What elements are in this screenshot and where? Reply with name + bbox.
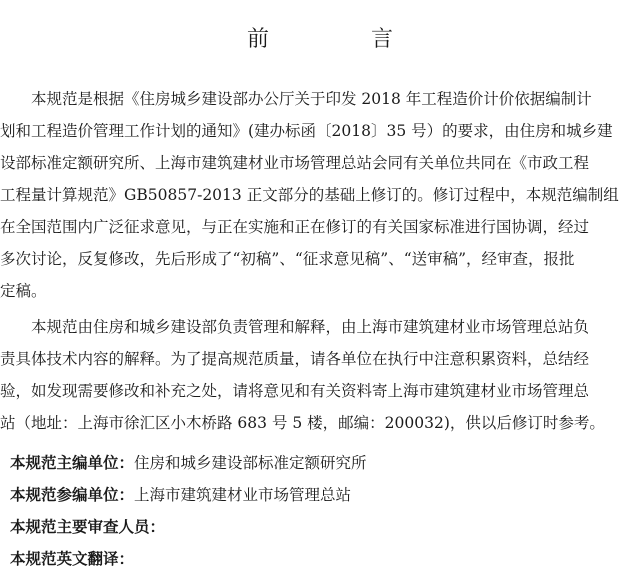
paragraph1-line-6: 多次讨论，反复修改，先后形成了“初稿”、“征求意见稿”、“送审稿”，经审查，报批 xyxy=(0,250,575,268)
paragraph1-line-1: 本规范是根据《住房城乡建设部办公厅关于印发 2018 年工程造价计价依据编制计 xyxy=(0,90,592,108)
paragraph2-line-3: 验，如发现需要修改和补充之处，请将意见和有关资料寄上海市建筑建材业市场管理总 xyxy=(0,382,590,400)
reviewers-label: 本规范主要审查人员： xyxy=(10,518,166,536)
paragraph2-line-2: 责具体技术内容的解释。为了提高规范质量，请各单位在执行中注意积累资料，总结经 xyxy=(0,350,590,368)
paragraph1-line-3: 设部标准定额研究所、上海市建筑建材业市场管理总站会同有关单位共同在《市政工程 xyxy=(0,154,590,172)
participating-row xyxy=(10,484,351,506)
paragraph2-line-4: 站（地址：上海市徐汇区小木桥路 683 号 5 楼，邮编：200032)，供以后修订时参考。 xyxy=(0,414,605,432)
participating-label: 本规范参编单位： xyxy=(10,486,135,504)
paragraph2-line-1: 本规范由住房和城乡建设部负责管理和解释，由上海市建筑建材业市场管理总站负 xyxy=(0,318,590,336)
translation-label: 本规范英文翻译： xyxy=(10,550,135,568)
paragraph1-line-7: 定稿。 xyxy=(0,282,47,300)
page-title: 前 言 xyxy=(246,27,433,52)
paragraph1-line-4: 工程量计算规范》GB50857-2013 正文部分的基础上修订的。修订过程中，本规范编制组 xyxy=(0,186,619,204)
reviewers-row xyxy=(10,516,165,538)
paragraph1-line-2: 划和工程造价管理工作计划的通知》(建办标函〔2018〕35 号）的要求，由住房和城乡建 xyxy=(0,122,613,140)
paragraph1-line-5: 在全国范围内广泛征求意见，与正在实施和正在修订的有关国家标准进行国协调，经过 xyxy=(0,218,590,236)
chief-editor-label: 本规范主编单位： xyxy=(10,454,135,472)
chief-editor-value: 住房和城乡建设部标准定额研究所 xyxy=(134,454,367,472)
participating-value: 上海市建筑建材业市场管理总站 xyxy=(134,486,352,504)
chief-editor-row xyxy=(10,452,367,474)
translation-row xyxy=(10,548,134,570)
